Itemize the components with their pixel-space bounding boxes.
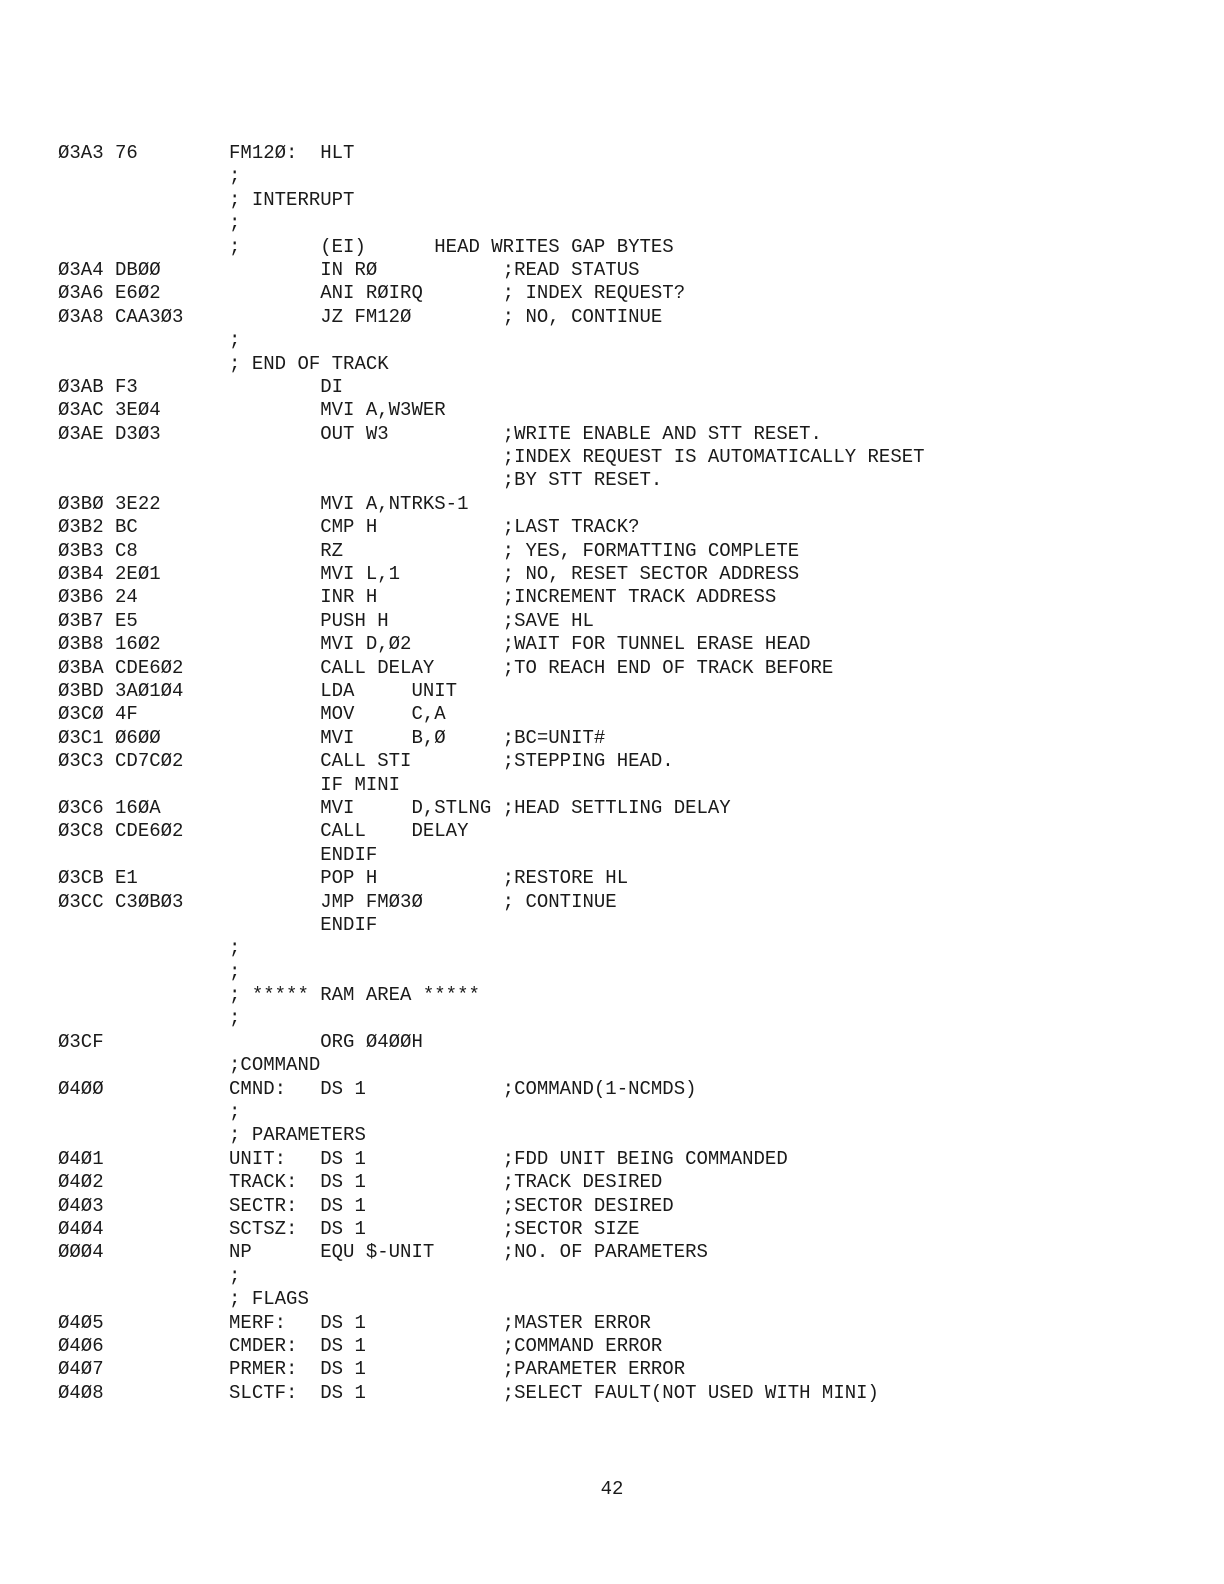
listing-line: ; <box>58 937 241 960</box>
listing-line: Ø3C3 CD7CØ2 CALL STI ;STEPPING HEAD. <box>58 750 674 773</box>
listing-line: Ø3CB E1 POP H ;RESTORE HL <box>58 867 629 890</box>
listing-line: ; ***** RAM AREA ***** <box>58 984 480 1007</box>
listing-line: Ø3B2 BC CMP H ;LAST TRACK? <box>58 516 640 539</box>
listing-line: ; FLAGS <box>58 1288 309 1311</box>
listing-line: ; <box>58 1007 241 1030</box>
listing-line: ;BY STT RESET. <box>58 469 663 492</box>
listing-line: Ø3A6 E6Ø2 ANI RØIRQ ; INDEX REQUEST? <box>58 282 686 305</box>
listing-line: ; <box>58 1101 241 1124</box>
listing-line: Ø3CF ORG Ø4ØØH <box>58 1030 423 1053</box>
listing-line: Ø3B4 2EØ1 MVI L,1 ; NO, RESET SECTOR ADDRESS <box>58 563 800 586</box>
listing-line: ; PARAMETERS <box>58 1124 366 1147</box>
listing-line: Ø3B8 16Ø2 MVI D,Ø2 ;WAIT FOR TUNNEL ERASE HEAD <box>58 633 811 656</box>
listing-line: Ø4Ø1 UNIT: DS 1 ;FDD UNIT BEING COMMANDED <box>58 1147 788 1170</box>
listing-line: Ø3B6 24 INR H ;INCREMENT TRACK ADDRESS <box>58 586 777 609</box>
listing-line: Ø4Ø2 TRACK: DS 1 ;TRACK DESIRED <box>58 1171 663 1194</box>
assembly-listing <box>58 142 925 1405</box>
listing-line: Ø3C1 Ø6ØØ MVI B,Ø ;BC=UNIT# <box>58 726 606 749</box>
listing-line: Ø3CØ 4F MOV C,A <box>58 703 446 726</box>
listing-line: Ø4Ø6 CMDER: DS 1 ;COMMAND ERROR <box>58 1334 663 1357</box>
listing-line: Ø3AE D3Ø3 OUT W3 ;WRITE ENABLE AND STT RESET. <box>58 422 822 445</box>
listing-line: Ø3A8 CAA3Ø3 JZ FM12Ø ; NO, CONTINUE <box>58 305 663 328</box>
listing-line: Ø3BØ 3E22 MVI A,NTRKS-1 <box>58 492 469 515</box>
listing-line: ENDIF <box>58 843 378 866</box>
listing-line: IF MINI <box>58 773 401 796</box>
listing-line: ENDIF <box>58 913 378 936</box>
listing-line: Ø4Ø3 SECTR: DS 1 ;SECTOR DESIRED <box>58 1194 674 1217</box>
listing-line: ;INDEX REQUEST IS AUTOMATICALLY RESET <box>58 446 925 469</box>
listing-line: ; <box>58 960 241 983</box>
page-number: 42 <box>600 1478 624 1500</box>
listing-line: Ø3BA CDE6Ø2 CALL DELAY ;TO REACH END OF TRACK BEFORE <box>58 656 834 679</box>
listing-line: Ø3B7 E5 PUSH H ;SAVE HL <box>58 609 594 632</box>
listing-line: Ø3AB F3 DI <box>58 375 344 398</box>
listing-line: ; <box>58 329 241 352</box>
listing-line: ; END OF TRACK <box>58 352 389 375</box>
listing-line: Ø3AC 3EØ4 MVI A,W3WER <box>58 399 446 422</box>
listing-line: ;COMMAND <box>58 1054 321 1077</box>
listing-line: Ø4Ø4 SCTSZ: DS 1 ;SECTOR SIZE <box>58 1217 640 1240</box>
listing-line: ; (EI) HEAD WRITES GAP BYTES <box>58 235 674 258</box>
listing-line: Ø3BD 3AØ1Ø4 LDA UNIT <box>58 679 458 702</box>
listing-line: ; <box>58 1264 241 1287</box>
listing-line: Ø3A3 76 FM12Ø: HLT <box>58 142 355 164</box>
listing-line: ; <box>58 212 241 235</box>
listing-line: Ø3A4 DBØØ IN RØ ;READ STATUS <box>58 258 640 281</box>
listing-line: Ø4Ø7 PRMER: DS 1 ;PARAMETER ERROR <box>58 1358 686 1381</box>
listing-line: Ø3CC C3ØBØ3 JMP FMØ3Ø ; CONTINUE <box>58 890 617 913</box>
listing-line: Ø4Ø8 SLCTF: DS 1 ;SELECT FAULT(NOT USED WITH MINI) <box>58 1381 879 1404</box>
listing-line: Ø4ØØ CMND: DS 1 ;COMMAND(1-NCMDS) <box>58 1077 697 1100</box>
listing-line: Ø3C8 CDE6Ø2 CALL DELAY <box>58 820 469 843</box>
listing-line: Ø4Ø5 MERF: DS 1 ;MASTER ERROR <box>58 1311 651 1334</box>
listing-line: ; INTERRUPT <box>58 188 355 211</box>
listing-line: ; <box>58 165 241 188</box>
listing-line: ØØØ4 NP EQU $-UNIT ;NO. OF PARAMETERS <box>58 1241 708 1264</box>
listing-line: Ø3C6 16ØA MVI D,STLNG ;HEAD SETTLING DELAY <box>58 796 731 819</box>
listing-line: Ø3B3 C8 RZ ; YES, FORMATTING COMPLETE <box>58 539 800 562</box>
